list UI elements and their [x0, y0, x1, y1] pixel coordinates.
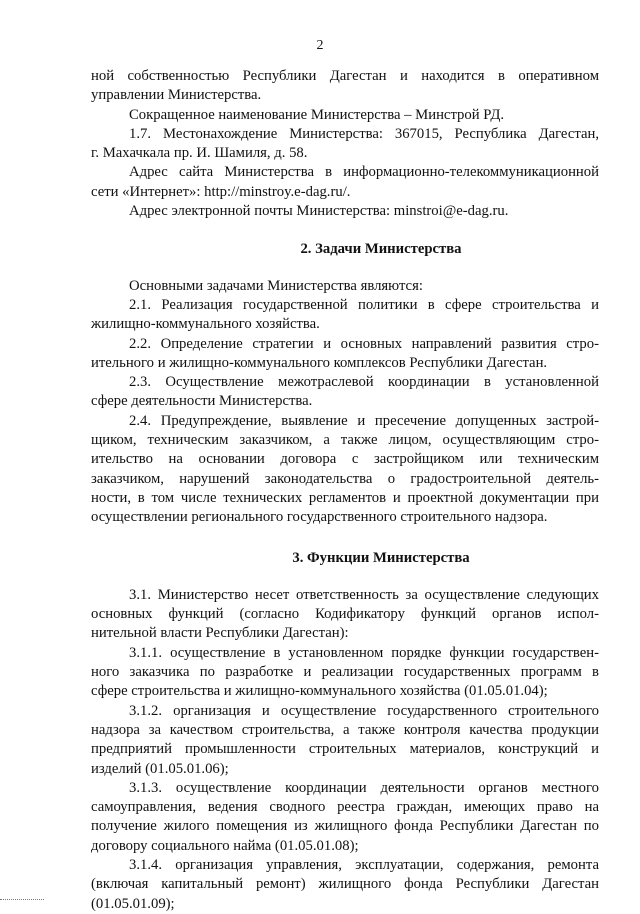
- function-item-3-1-3: [91, 779, 599, 856]
- text-line: 1.7. Местонахождение Министерства: 367015, Республика Дагестан,: [129, 125, 599, 142]
- text-line: (01.05.01.09);: [91, 895, 175, 912]
- text-line: основных функций (согласно Кодификатору функций органов испол-: [91, 606, 599, 623]
- text-line: 2.3. Осуществление межотраслевой координации в установленной: [129, 374, 599, 391]
- website-paragraph: [91, 163, 599, 202]
- text-line: управлении Министерства.: [91, 87, 262, 104]
- text-line: надзора за качеством строительства, а также контроля качества продукции: [91, 721, 599, 738]
- section-2-heading: 2. Задачи Министерства: [300, 241, 462, 258]
- document-body: [91, 67, 599, 914]
- task-item-2-1: [91, 296, 599, 335]
- text-line: ительство на основании договора с застройщиком или техническим: [91, 451, 599, 468]
- text-line: сфере деятельности Министерства.: [91, 393, 313, 410]
- function-item-3-1-4: [91, 856, 599, 914]
- ownership-paragraph: [91, 67, 599, 106]
- text-line: 3.1.2. организация и осуществление государственного строительного: [129, 702, 599, 719]
- text-line: 3.1.1. осуществление в установленном порядке функции государствен-: [129, 644, 599, 661]
- text-line: (включая капитальный ремонт) жилищного фонда Республики Дагестан: [91, 876, 599, 893]
- text-line: заказчиком, нарушений законодательства о градостроительной деятель-: [91, 470, 599, 487]
- function-item-3-1-1: [91, 644, 599, 702]
- text-line: 3.1.3. осуществление координации деятельности органов местного: [129, 779, 599, 796]
- page-number: 2: [316, 38, 324, 53]
- text-line: ного заказчика по разработке и реализации государственных программ в: [91, 664, 599, 681]
- text-line: г. Махачкала пр. И. Шамиля, д. 58.: [91, 145, 308, 162]
- text-line: изделий (01.05.01.06);: [91, 760, 229, 777]
- text-line: жилищно-коммунального хозяйства.: [91, 316, 320, 333]
- task-item-2-4: [91, 412, 599, 528]
- function-item-3-1-2: [91, 702, 599, 779]
- function-item-3-1: [91, 586, 599, 644]
- text-line: сети «Интернет»: http://minstroy.e-dag.ru/.: [91, 183, 351, 200]
- task-item-2-3: [91, 373, 599, 412]
- text-line: Адрес электронной почты Министерства: minstroi@e-dag.ru.: [129, 203, 509, 220]
- text-line: сфере строительства и жилищно-коммунального хозяйства (01.05.01.04);: [91, 683, 548, 700]
- text-line: 3.1.4. организация управления, эксплуатации, содержания, ремонта: [129, 856, 599, 873]
- text-line: самоуправления, ведения сводного реестра граждан, имеющих право на: [91, 799, 599, 816]
- text-line: Адрес сайта Министерства в информационно-телекоммуникационной: [129, 164, 599, 181]
- text-line: ности, в том числе технических регламентов и проектной документации при: [91, 489, 599, 506]
- text-line: 2.2. Определение стратегии и основных направлений развития стро-: [129, 335, 599, 352]
- text-line: получение жилого помещения из жилищного фонда Республики Дагестан по: [91, 818, 599, 835]
- location-paragraph: [91, 125, 599, 164]
- text-line: Сокращенное наименование Министерства – Минстрой РД.: [129, 106, 505, 123]
- task-item-2-2: [91, 335, 599, 374]
- short-name-paragraph: [91, 106, 599, 125]
- text-line: предприятий промышленности строительных материалов, конструкций и: [91, 741, 599, 758]
- text-line: договору социального найма (01.05.01.08);: [91, 837, 359, 854]
- text-line: ительного и жилищно-коммунального комплексов Республики Дагестан.: [91, 354, 548, 371]
- scan-edge-mark: [0, 899, 44, 902]
- text-line: ной собственностью Республики Дагестан и находится в оперативном: [91, 68, 599, 84]
- text-line: щиком, техническим заказчиком, а также лицом, осуществляющим стро-: [91, 432, 599, 449]
- text-line: осуществлении регионального государственного строительного надзора.: [91, 509, 548, 526]
- text-line: нительной власти Республики Дагестан):: [91, 625, 349, 642]
- text-line: 2.4. Предупреждение, выявление и пресечение допущенных застрой-: [129, 412, 599, 429]
- email-paragraph: [91, 202, 599, 221]
- tasks-lead-paragraph: [91, 277, 599, 296]
- text-line: 3.1. Министерство несет ответственность за осуществление следующих: [129, 586, 599, 603]
- text-line: 2.1. Реализация государственной политики в сфере строительства и: [129, 296, 599, 313]
- section-3-heading: 3. Функции Министерства: [292, 549, 470, 566]
- text-line: Основными задачами Министерства являются:: [129, 277, 423, 294]
